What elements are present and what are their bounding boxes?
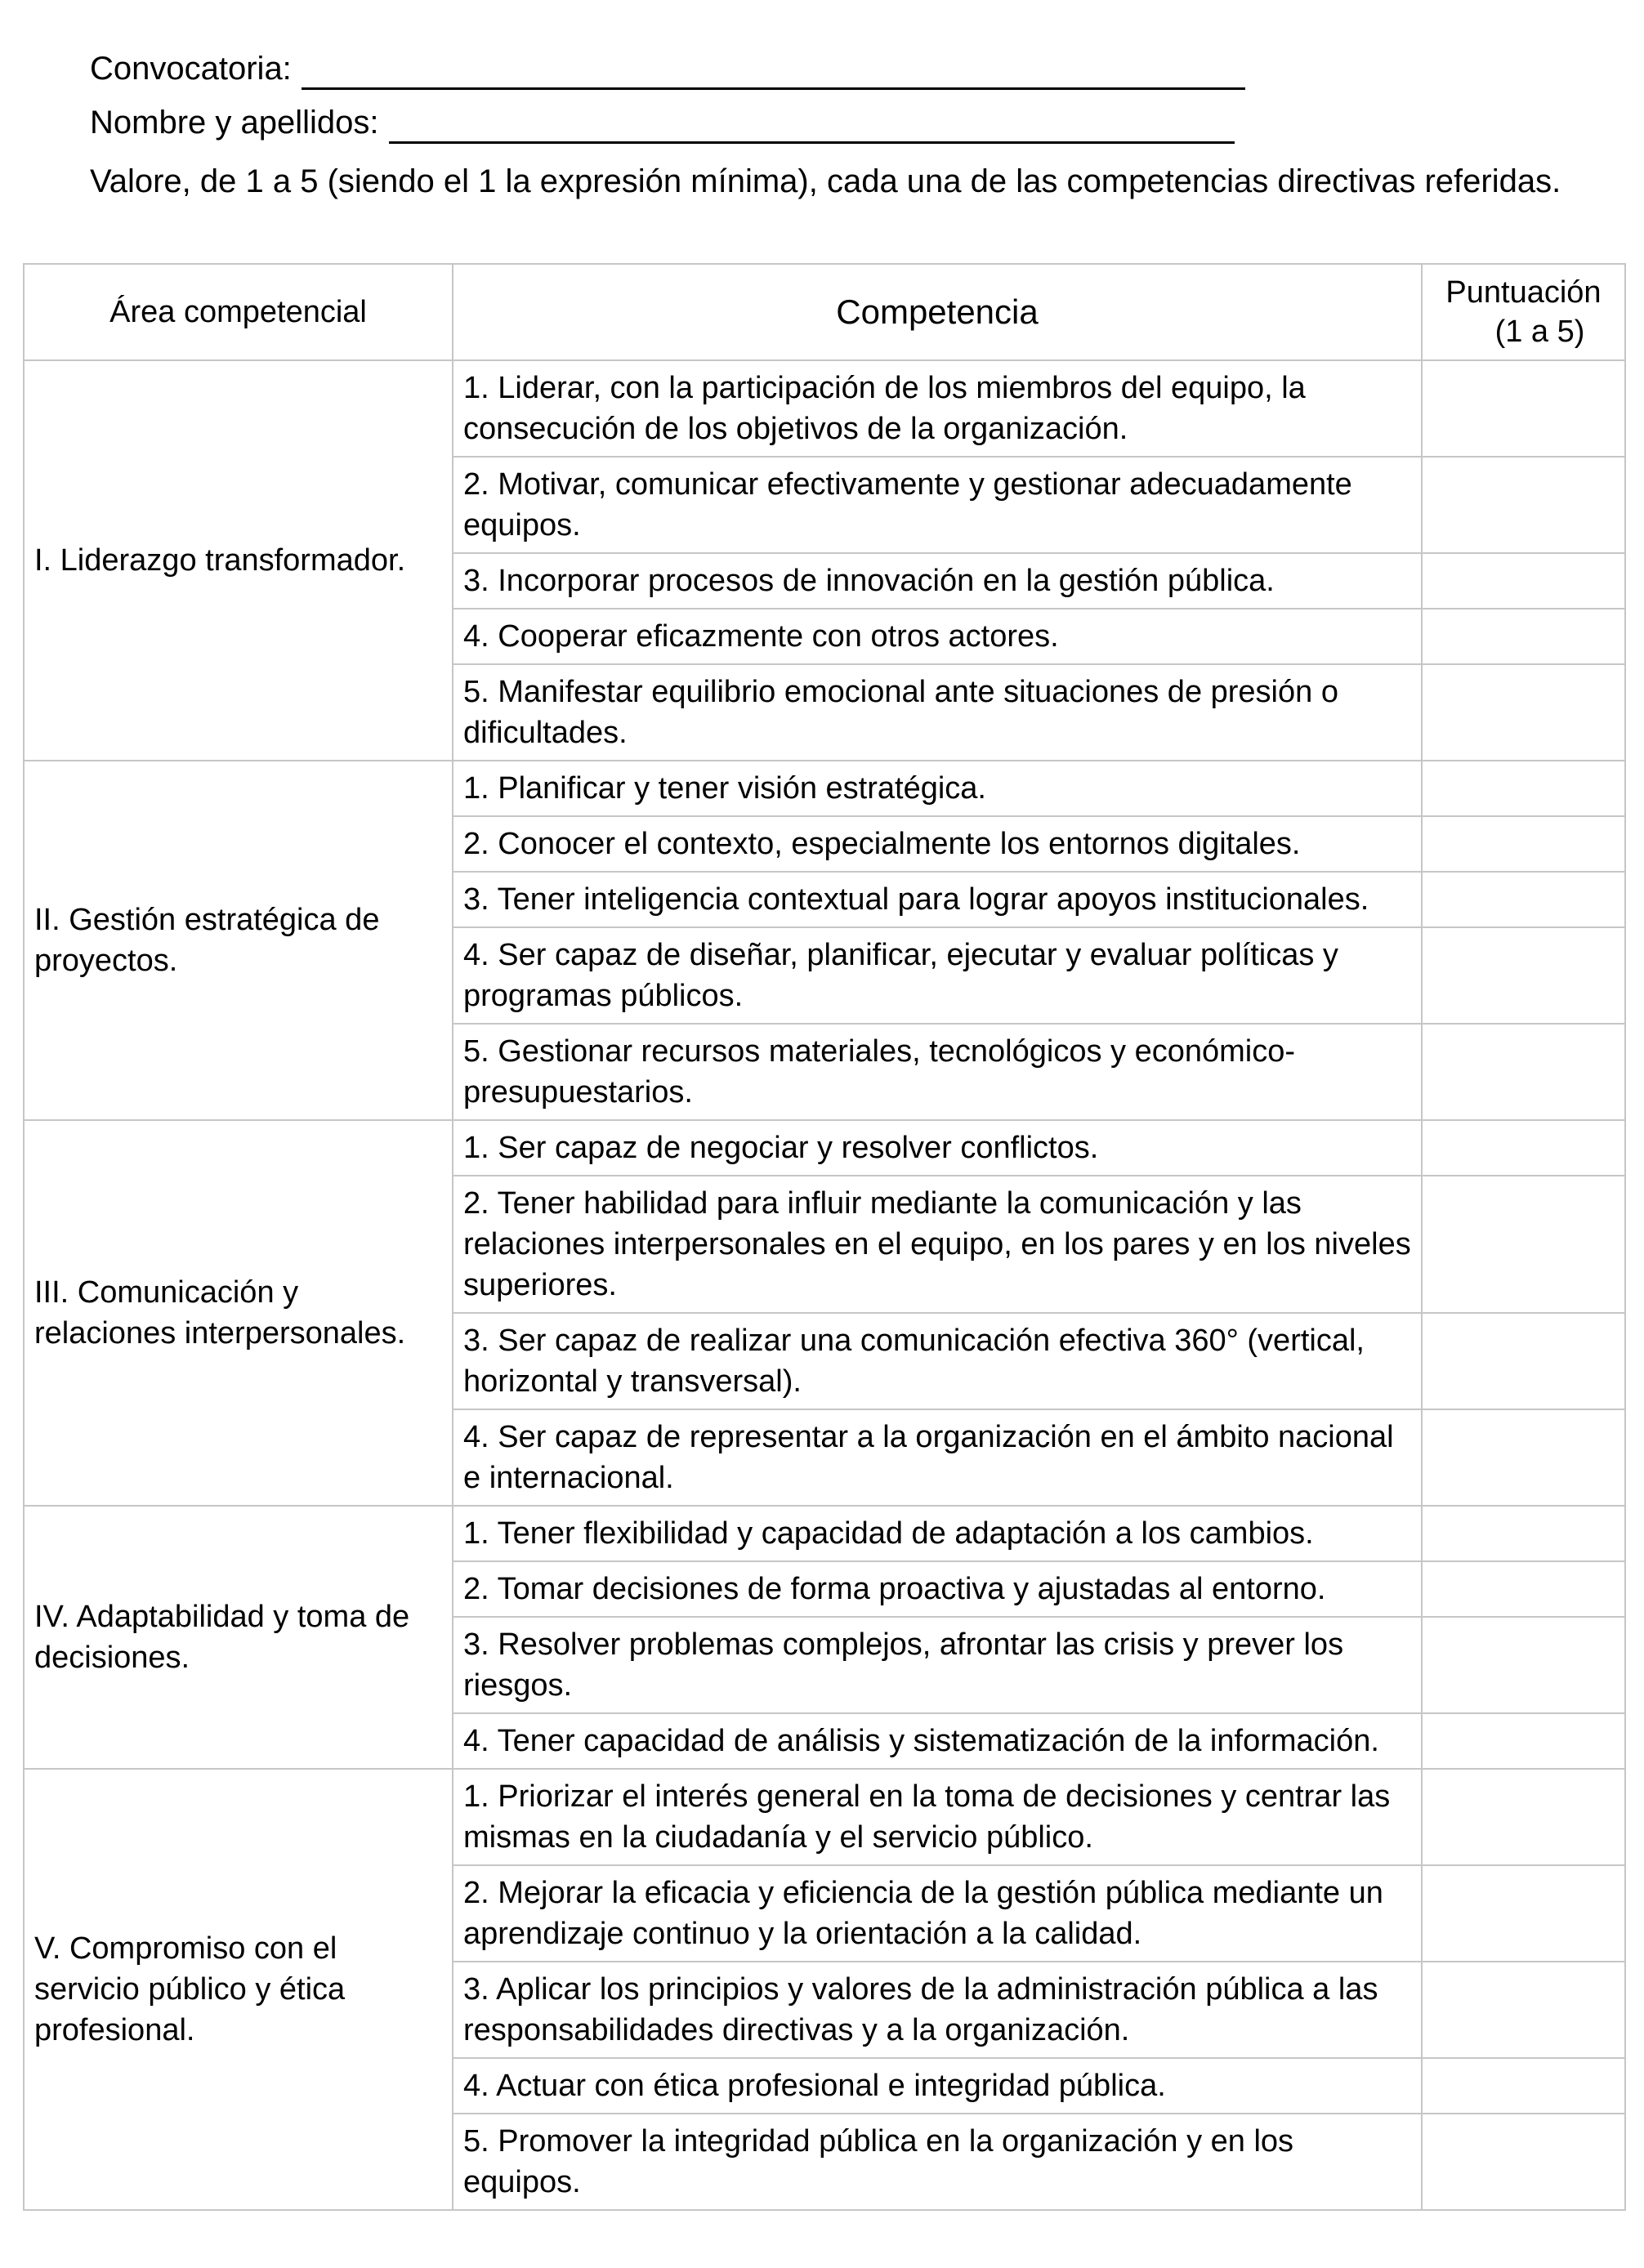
competencia-cell: 2. Conocer el contexto, especialmente los entornos digitales. xyxy=(453,816,1422,872)
puntuacion-cell[interactable] xyxy=(1422,1024,1625,1120)
area-cell: I. Liderazgo transformador. xyxy=(24,360,453,761)
puntuacion-cell[interactable] xyxy=(1422,1865,1625,1962)
puntuacion-cell[interactable] xyxy=(1422,553,1625,609)
nombre-row xyxy=(90,95,1573,144)
convocatoria-input-line[interactable] xyxy=(302,55,1245,90)
competencia-cell: 5. Gestionar recursos materiales, tecnológicos y económico-presupuestarios. xyxy=(453,1024,1422,1120)
puntuacion-cell[interactable] xyxy=(1422,1561,1625,1617)
puntuacion-cell[interactable] xyxy=(1422,1313,1625,1409)
competencias-table xyxy=(23,263,1626,2211)
table-row xyxy=(24,761,1625,816)
competencia-cell: 1. Tener flexibilidad y capacidad de adaptación a los cambios. xyxy=(453,1506,1422,1561)
competencia-cell: 4. Cooperar eficazmente con otros actores. xyxy=(453,609,1422,664)
competencia-cell: 4. Tener capacidad de análisis y sistematización de la información. xyxy=(453,1713,1422,1769)
area-cell: III. Comunicación y relaciones interpersonales. xyxy=(24,1120,453,1506)
puntuacion-cell[interactable] xyxy=(1422,1176,1625,1313)
header-area: Área competencial xyxy=(24,264,453,360)
competencia-cell: 3. Aplicar los principios y valores de la administración pública a las responsabilidades directivas y a la organización. xyxy=(453,1962,1422,2058)
header-puntuacion-label: Puntuación xyxy=(1445,275,1602,310)
puntuacion-cell[interactable] xyxy=(1422,1617,1625,1713)
competencia-cell: 5. Promover la integridad pública en la organización y en los equipos. xyxy=(453,2114,1422,2210)
competencia-cell: 2. Motivar, comunicar efectivamente y gestionar adecuadamente equipos. xyxy=(453,457,1422,553)
form-header xyxy=(90,41,1573,203)
competencia-cell: 3. Incorporar procesos de innovación en la gestión pública. xyxy=(453,553,1422,609)
table-row xyxy=(24,1506,1625,1561)
competencia-cell: 1. Liderar, con la participación de los miembros del equipo, la consecución de los objetivos de la organización. xyxy=(453,360,1422,457)
puntuacion-cell[interactable] xyxy=(1422,761,1625,816)
competencia-cell: 2. Tomar decisiones de forma proactiva y ajustadas al entorno. xyxy=(453,1561,1422,1617)
area-cell: II. Gestión estratégica de proyectos. xyxy=(24,761,453,1120)
puntuacion-cell[interactable] xyxy=(1422,2114,1625,2210)
convocatoria-row xyxy=(90,41,1573,90)
puntuacion-cell[interactable] xyxy=(1422,872,1625,927)
competencia-cell: 2. Mejorar la eficacia y eficiencia de la gestión pública mediante un aprendizaje continuo y la orientación a la calidad. xyxy=(453,1865,1422,1962)
competencia-cell: 3. Resolver problemas complejos, afrontar las crisis y prever los riesgos. xyxy=(453,1617,1422,1713)
table-row xyxy=(24,360,1625,457)
puntuacion-cell[interactable] xyxy=(1422,816,1625,872)
table-header-row xyxy=(24,264,1625,360)
header-puntuacion-range: (1 a 5) xyxy=(1494,315,1585,349)
competencia-cell: 3. Ser capaz de realizar una comunicación efectiva 360° (vertical, horizontal y transversal). xyxy=(453,1313,1422,1409)
competencia-cell: 1. Ser capaz de negociar y resolver conflictos. xyxy=(453,1120,1422,1176)
competencia-cell: 4. Ser capaz de representar a la organización en el ámbito nacional e internacional. xyxy=(453,1409,1422,1506)
puntuacion-cell[interactable] xyxy=(1422,1120,1625,1176)
instruction-text: Valore, de 1 a 5 (siendo el 1 la expresión mínima), cada una de las competencias directivas referidas. xyxy=(90,163,1561,199)
table-body xyxy=(24,360,1625,2210)
puntuacion-cell[interactable] xyxy=(1422,609,1625,664)
header-competencia: Competencia xyxy=(453,264,1422,360)
puntuacion-cell[interactable] xyxy=(1422,1962,1625,2058)
competencia-cell: 3. Tener inteligencia contextual para lograr apoyos institucionales. xyxy=(453,872,1422,927)
puntuacion-cell[interactable] xyxy=(1422,1713,1625,1769)
competencia-cell: 1. Planificar y tener visión estratégica. xyxy=(453,761,1422,816)
puntuacion-cell[interactable] xyxy=(1422,664,1625,761)
competencia-cell: 1. Priorizar el interés general en la toma de decisiones y centrar las mismas en la ciudadanía y el servicio público. xyxy=(453,1769,1422,1865)
competencia-cell: 5. Manifestar equilibrio emocional ante situaciones de presión o dificultades. xyxy=(453,664,1422,761)
puntuacion-cell[interactable] xyxy=(1422,1769,1625,1865)
competencia-cell: 2. Tener habilidad para influir mediante la comunicación y las relaciones interpersonales en el equipo, en los pares y en los niveles superiores. xyxy=(453,1176,1422,1313)
table-row xyxy=(24,1120,1625,1176)
puntuacion-cell[interactable] xyxy=(1422,2058,1625,2114)
puntuacion-cell[interactable] xyxy=(1422,1506,1625,1561)
competencia-cell: 4. Ser capaz de diseñar, planificar, ejecutar y evaluar políticas y programas públicos. xyxy=(453,927,1422,1024)
puntuacion-cell[interactable] xyxy=(1422,360,1625,457)
nombre-input-line[interactable] xyxy=(389,109,1235,144)
puntuacion-cell[interactable] xyxy=(1422,1409,1625,1506)
puntuacion-cell[interactable] xyxy=(1422,927,1625,1024)
table-row xyxy=(24,1769,1625,1865)
area-cell: IV. Adaptabilidad y toma de decisiones. xyxy=(24,1506,453,1769)
puntuacion-cell[interactable] xyxy=(1422,457,1625,553)
convocatoria-label: Convocatoria: xyxy=(90,51,292,87)
competencia-cell: 4. Actuar con ética profesional e integridad pública. xyxy=(453,2058,1422,2114)
area-cell: V. Compromiso con el servicio público y ética profesional. xyxy=(24,1769,453,2210)
nombre-label: Nombre y apellidos: xyxy=(90,105,379,141)
header-puntuacion xyxy=(1422,264,1625,360)
